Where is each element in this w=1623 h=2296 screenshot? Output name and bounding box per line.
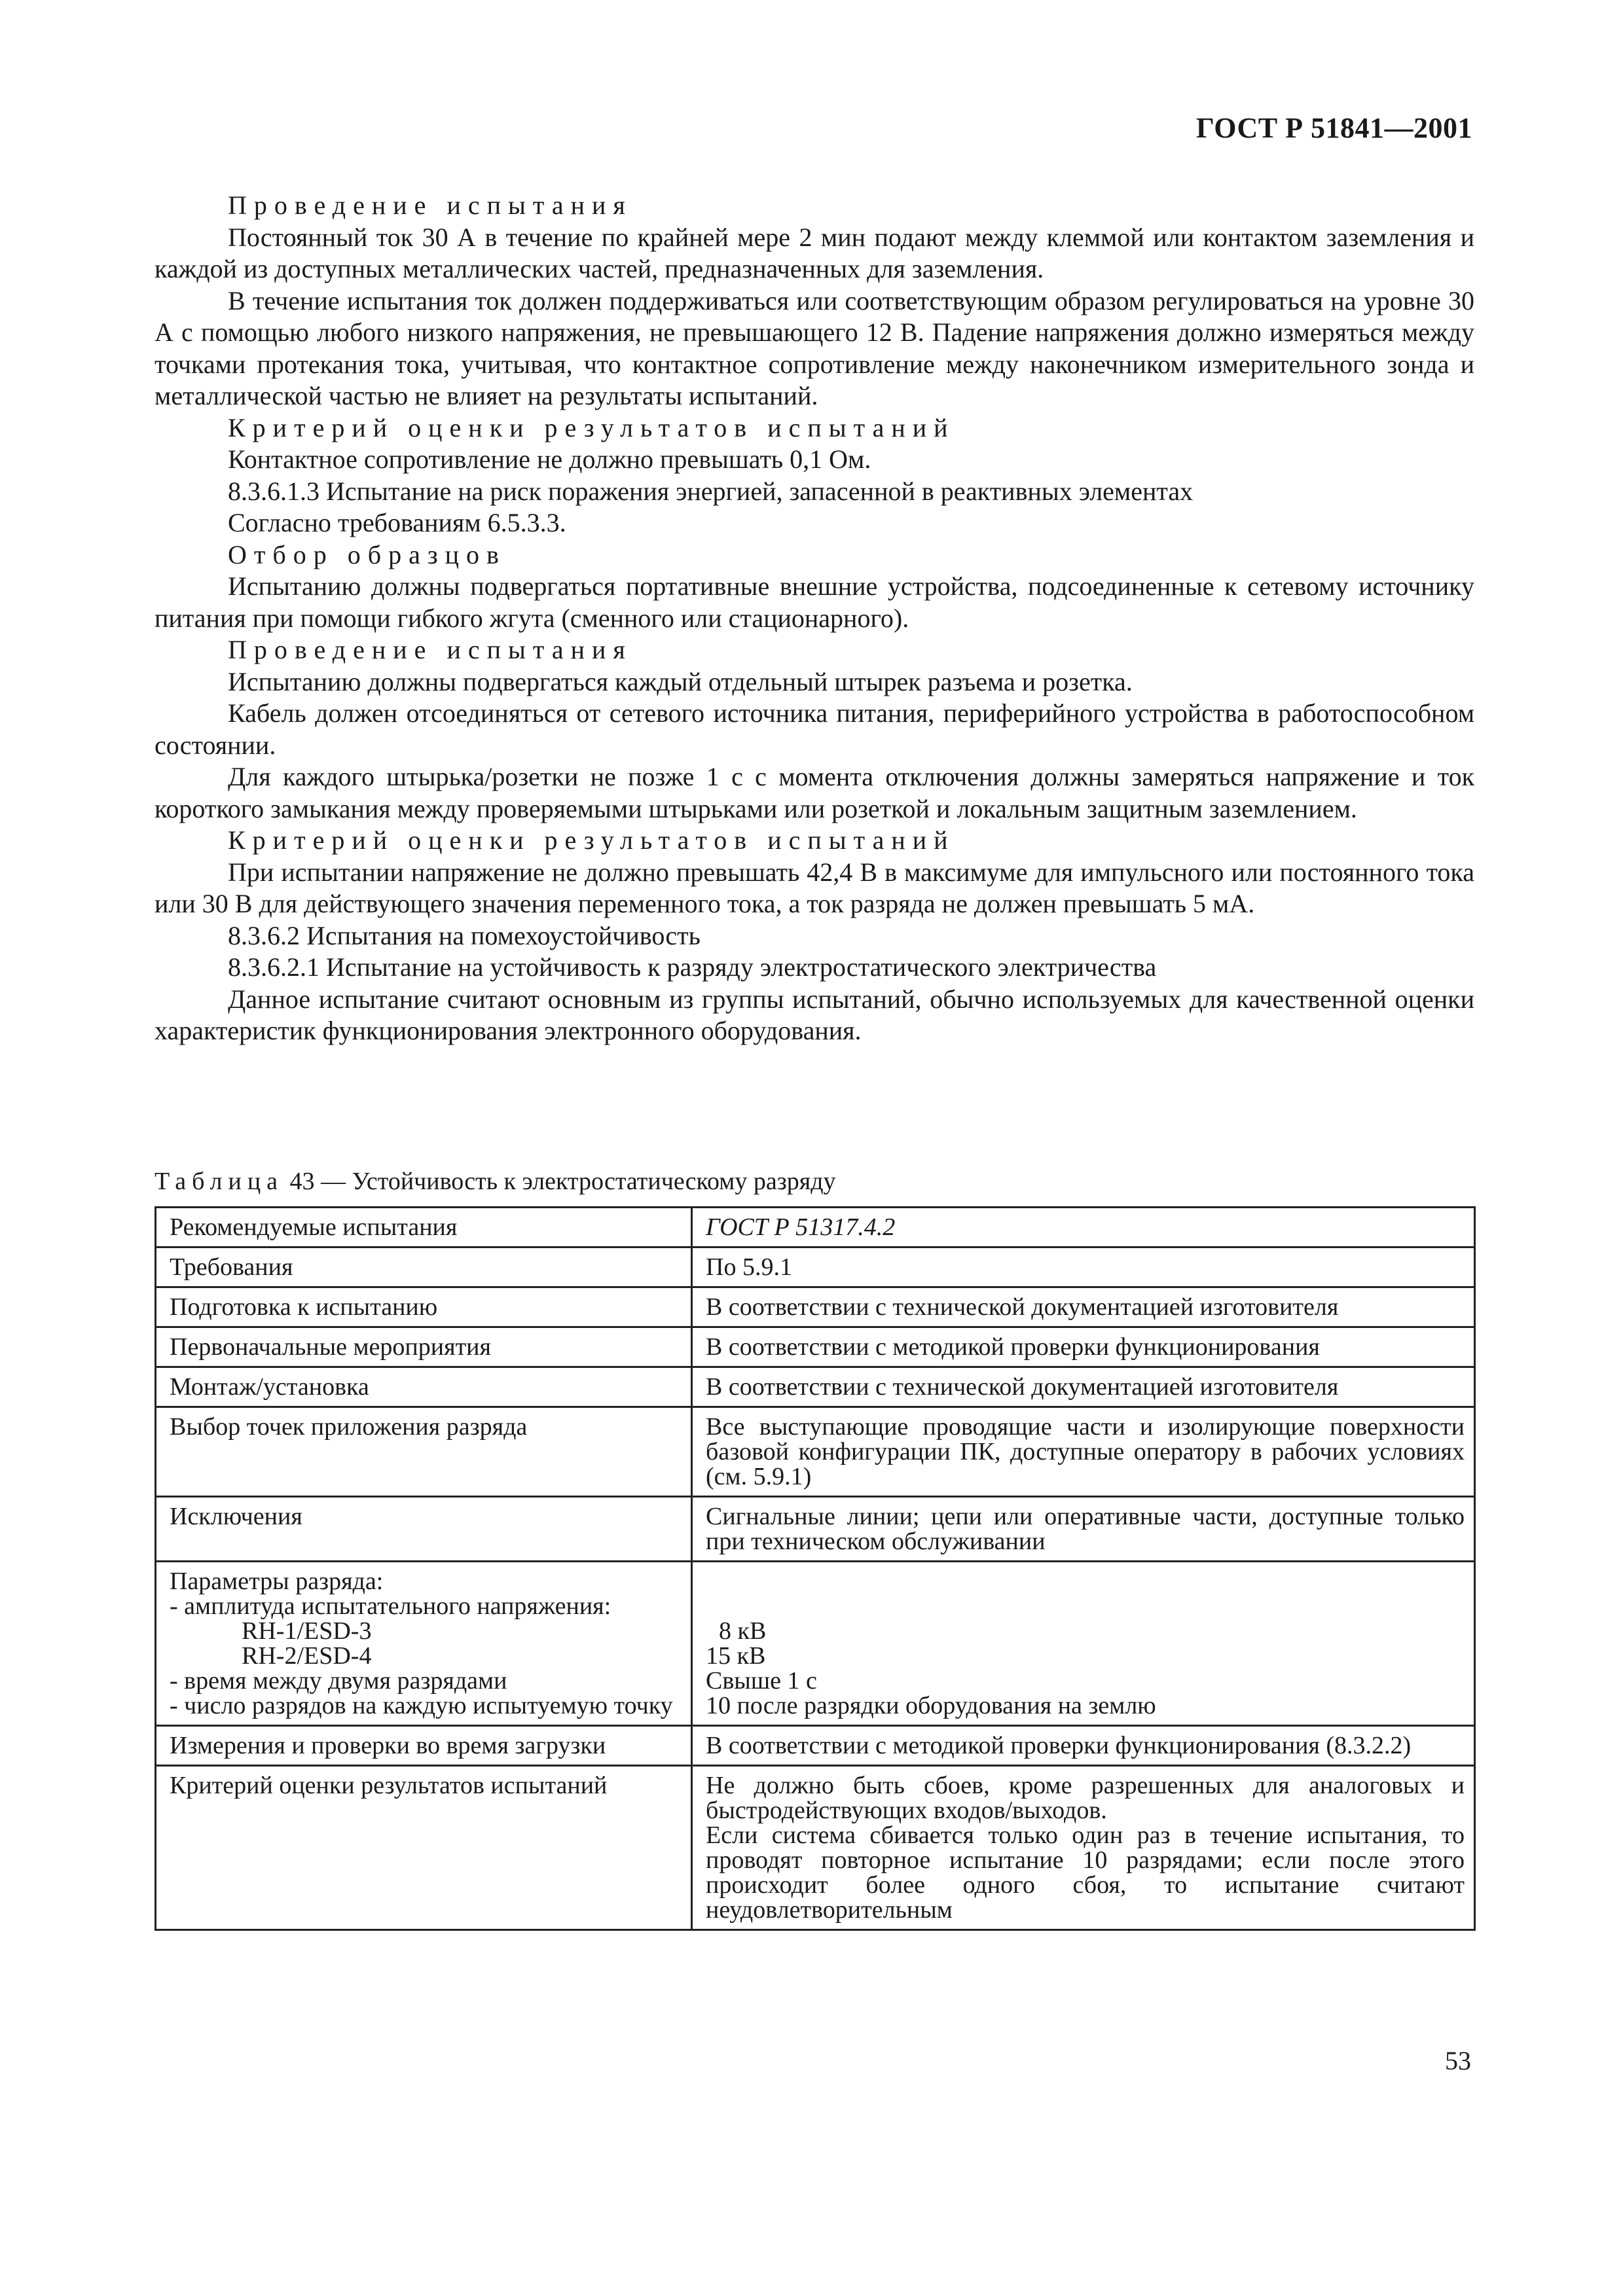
table-row	[156, 1247, 1475, 1287]
params-count-value: 10 после разрядки оборудования на землю	[706, 1692, 1156, 1719]
table-row	[156, 1287, 1475, 1327]
params-rh1-label: RH-1/ESD-3	[242, 1617, 372, 1645]
section-heading: 8.3.6.2 Испытания на помехоустойчивость	[228, 920, 701, 950]
params-title: Параметры разряда:	[170, 1568, 384, 1595]
table-cell-parameter: Исключения	[156, 1497, 692, 1562]
table-cell-parameter: Монтаж/установка	[156, 1367, 692, 1407]
params-interval-label: - время между двумя разрядами	[170, 1667, 507, 1695]
criteria-text-2: Если система сбивается только один раз в течение испытания, то проводят повторное испытание 10 разрядами; если после этого происходит более одного сбоя, то испытание считают неудовлетворительным	[706, 1821, 1465, 1924]
table-row-discharge-params	[156, 1562, 1475, 1726]
document-code: ГОСТ Р 51841—2001	[1195, 112, 1472, 144]
section-heading: 8.3.6.1.3 Испытание на риск поражения энергией, запасенной в реактивных элементах	[228, 476, 1194, 506]
paragraph: Контактное сопротивление не должно превышать 0,1 Ом.	[228, 444, 871, 474]
table-caption-label: Таблица	[155, 1168, 284, 1195]
criteria-text-1: Не должно быть сбоев, кроме разрешенных для аналоговых и быстродействующих входов/выходов.	[706, 1772, 1465, 1824]
table-cell-value	[692, 1766, 1475, 1930]
subheading-evaluation-criterion: Критерий оценки результатов испытаний	[228, 825, 955, 855]
table-cell-parameter: Требования	[156, 1247, 692, 1287]
table-cell-value: Все выступающие проводящие части и изолирующие поверхности базовой конфигурации ПК, доступные оператору в рабочих условиях (см. 5.9.1)	[692, 1407, 1475, 1497]
paragraph: Кабель должен отсоединяться от сетевого источника питания, периферийного устройства в работоспособном состоянии.	[155, 698, 1474, 760]
table-caption	[155, 1166, 836, 1196]
table-cell-value	[692, 1562, 1475, 1726]
paragraph: Для каждого штырька/розетки не позже 1 с с момента отключения должны замеряться напряжение и ток короткого замыкания между проверяемыми штырьками или розеткой и локальным защитным заземлением.	[155, 762, 1474, 823]
table-cell-parameter: Критерий оценки результатов испытаний	[156, 1766, 692, 1930]
table-cell-value: По 5.9.1	[692, 1247, 1475, 1287]
table-cell-value: В соответствии с технической документацией изготовителя	[692, 1287, 1475, 1327]
params-interval-value: Свыше 1 с	[706, 1667, 817, 1695]
esd-immunity-table	[155, 1206, 1476, 1931]
table-cell-parameter: Выбор точек приложения разряда	[156, 1407, 692, 1497]
params-amplitude-label: - амплитуда испытательного напряжения:	[170, 1592, 611, 1620]
table-cell-parameter: Рекомендуемые испытания	[156, 1208, 692, 1247]
params-rh2-label: RH-2/ESD-4	[242, 1642, 372, 1670]
params-rh2-value: 15 кВ	[706, 1642, 766, 1670]
table-row	[156, 1327, 1475, 1367]
paragraph: Постоянный ток 30 А в течение по крайней мере 2 мин подают между клеммой или контактом заземления и каждой из доступных металлических частей, предназначенных для заземления.	[155, 222, 1474, 283]
params-rh1-value: 8 кВ	[719, 1617, 767, 1645]
subheading-evaluation-criterion: Критерий оценки результатов испытаний	[228, 412, 955, 442]
paragraph: При испытании напряжение не должно превышать 42,4 В в максимуме для импульсного или постоянного тока или 30 В для действующего значения переменного тока, а ток разряда не должен превышать 5 мА.	[155, 857, 1474, 918]
paragraph: Испытанию должны подвергаться каждый отдельный штырек разъема и розетка.	[228, 666, 1133, 696]
paragraph: Данное испытание считают основным из группы испытаний, обычно используемых для качественной оценки характеристик функционирования электронного оборудования.	[155, 984, 1474, 1045]
section-heading: 8.3.6.2.1 Испытание на устойчивость к разряду электростатического электричества	[228, 952, 1157, 982]
table-cell-value: Сигнальные линии; цепи или оперативные части, доступные только при техническом обслуживании	[692, 1497, 1475, 1562]
table-row	[156, 1497, 1475, 1562]
body-text	[155, 190, 1474, 1047]
subheading-test-procedure: Проведение испытания	[228, 635, 632, 664]
table-row	[156, 1407, 1475, 1497]
table-cell-value: В соответствии с технической документацией изготовителя	[692, 1367, 1475, 1407]
subheading-test-procedure: Проведение испытания	[228, 190, 632, 220]
table-cell-parameter: Измерения и проверки во время загрузки	[156, 1726, 692, 1766]
table-cell-value: ГОСТ Р 51317.4.2	[692, 1208, 1475, 1247]
table-cell-parameter	[156, 1562, 692, 1726]
table-row	[156, 1726, 1475, 1766]
table-row	[156, 1766, 1475, 1930]
table-caption-text: 43 — Устойчивость к электростатическому разряду	[289, 1168, 836, 1195]
paragraph: Испытанию должны подвергаться портативные внешние устройства, подсоединенные к сетевому источнику питания при помощи гибкого жгута (сменного или стационарного).	[155, 571, 1474, 633]
paragraph: Согласно требованиям 6.5.3.3.	[228, 508, 566, 537]
table-row	[156, 1208, 1475, 1247]
table-row	[156, 1367, 1475, 1407]
table-cell-value: В соответствии с методикой проверки функционирования	[692, 1327, 1475, 1367]
table-cell-parameter: Подготовка к испытанию	[156, 1287, 692, 1327]
subheading-sampling: Отбор образцов	[228, 539, 506, 569]
page-number: 53	[1445, 2046, 1471, 2075]
table-cell-parameter: Первоначальные мероприятия	[156, 1327, 692, 1367]
params-count-label: - число разрядов на каждую испытуемую точку	[170, 1692, 673, 1719]
table-cell-value: В соответствии с методикой проверки функционирования (8.3.2.2)	[692, 1726, 1475, 1766]
paragraph: В течение испытания ток должен поддерживаться или соответствующим образом регулироваться на уровне 30 А с помощью любого низкого напряжения, не превышающего 12 В. Падение напряжения должно измеряться между точками протекания тока, учитывая, что контактное сопротивление между наконечником измерительного зонда и металлической частью не влияет на результаты испытаний.	[155, 285, 1474, 410]
